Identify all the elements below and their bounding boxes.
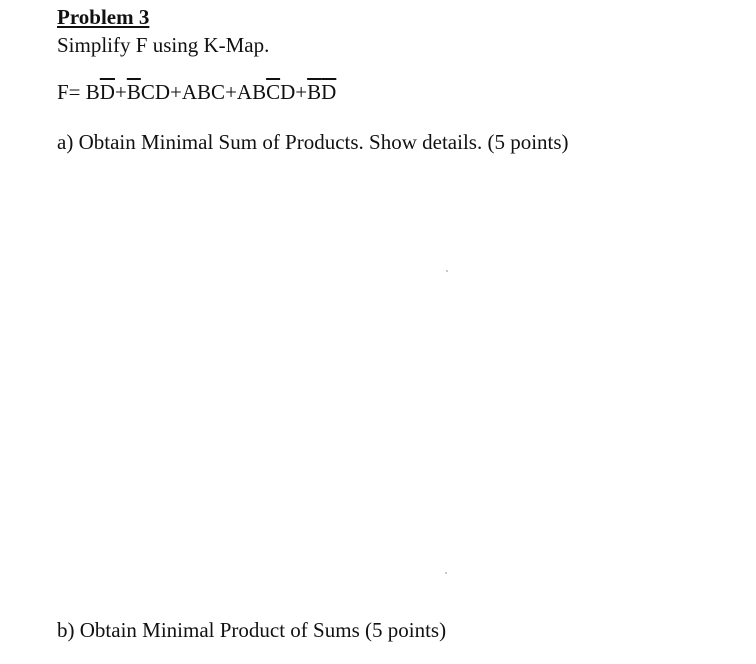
or-operator: + — [170, 80, 182, 104]
or-operator: + — [225, 80, 237, 104]
expression-terms — [86, 80, 337, 104]
paper-speck — [445, 572, 447, 574]
paper-speck — [446, 270, 448, 272]
complemented-variable: $\overline{D}$ — [99, 80, 115, 104]
variable: B — [252, 80, 267, 104]
expression-term — [307, 80, 336, 104]
complemented-variable: $\overline{D}$ — [321, 80, 337, 104]
expression-term — [86, 80, 115, 104]
question-part-b: b) Obtain Minimal Product of Sums (5 points) — [57, 618, 447, 642]
expression-prefix: F= — [57, 80, 86, 104]
variable: A — [236, 80, 253, 104]
variable: B — [85, 80, 100, 104]
variable: D — [280, 80, 296, 104]
variable: D — [154, 80, 171, 104]
complemented-variable: $\overline{B}$ — [126, 80, 141, 104]
expression-term — [182, 80, 225, 104]
variable: C — [140, 80, 155, 104]
or-operator: + — [295, 80, 308, 104]
expression-term — [237, 80, 295, 104]
variable: B — [197, 80, 212, 104]
variable: A — [181, 80, 198, 104]
problem-instruction: Simplify F using K-Map. — [57, 33, 270, 57]
complemented-variable: $\overline{C}$ — [266, 80, 281, 104]
boolean-expression — [57, 80, 336, 104]
question-part-a: a) Obtain Minimal Sum of Products. Show details. (5 points) — [57, 130, 569, 154]
or-operator: + — [114, 80, 127, 104]
problem-title: Problem 3 — [57, 5, 150, 29]
expression-term — [127, 80, 170, 104]
complemented-variable: $\overline{B}$ — [307, 80, 322, 104]
variable: C — [211, 80, 226, 104]
